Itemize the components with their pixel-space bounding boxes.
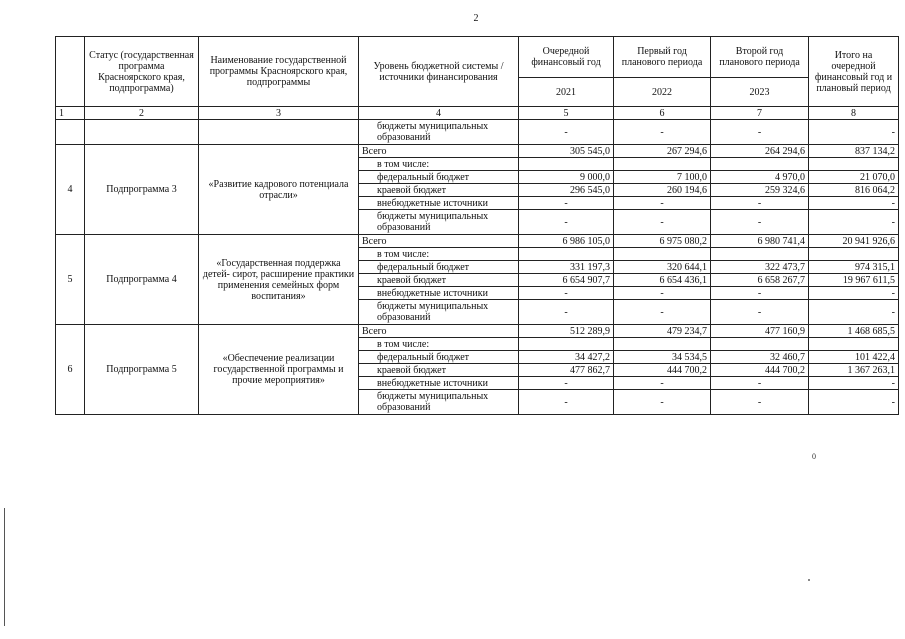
value-cell — [519, 338, 614, 351]
row-label: федеральный бюджет — [359, 171, 519, 184]
page-number: 2 — [473, 13, 479, 24]
value-cell: 259 324,6 — [711, 184, 809, 197]
table-row — [56, 145, 899, 158]
row-label: Всего — [359, 145, 519, 158]
column-index: 1 — [56, 107, 85, 120]
column-index: 5 — [519, 107, 614, 120]
row-number: 6 — [56, 325, 85, 415]
row-label: внебюджетные источники — [359, 197, 519, 210]
row-label: краевой бюджет — [359, 364, 519, 377]
value-cell: - — [519, 120, 614, 145]
value-cell: 296 545,0 — [519, 184, 614, 197]
value-cell — [809, 158, 899, 171]
value-cell: 34 534,5 — [614, 351, 711, 364]
header-year-2023: 2023 — [711, 78, 809, 107]
value-cell: - — [614, 300, 711, 325]
value-cell: - — [809, 197, 899, 210]
value-cell: 320 644,1 — [614, 261, 711, 274]
scan-speck — [808, 579, 810, 581]
column-index: 6 — [614, 107, 711, 120]
value-cell: 479 234,7 — [614, 325, 711, 338]
value-cell: - — [809, 120, 899, 145]
value-cell — [519, 158, 614, 171]
scan-edge-line — [4, 508, 5, 626]
row-label: внебюджетные источники — [359, 287, 519, 300]
value-cell: 477 862,7 — [519, 364, 614, 377]
value-cell: 260 194,6 — [614, 184, 711, 197]
value-cell: 264 294,6 — [711, 145, 809, 158]
value-cell: 6 654 907,7 — [519, 274, 614, 287]
header-first-plan-year: Первый год планового периода — [614, 37, 711, 78]
table-row — [56, 235, 899, 248]
subprogram-name: «Обеспечение реализации государственной программы и прочие мероприятия» — [199, 325, 359, 415]
value-cell: 6 975 080,2 — [614, 235, 711, 248]
value-cell — [809, 248, 899, 261]
value-cell: 6 654 436,1 — [614, 274, 711, 287]
value-cell: 34 427,2 — [519, 351, 614, 364]
row-label: Всего — [359, 325, 519, 338]
row-label: в том числе: — [359, 158, 519, 171]
value-cell: 1 367 263,1 — [809, 364, 899, 377]
value-cell: - — [519, 287, 614, 300]
empty-cell — [199, 120, 359, 145]
value-cell: 6 986 105,0 — [519, 235, 614, 248]
header-row — [56, 37, 899, 78]
value-cell: - — [519, 390, 614, 415]
row-number: 5 — [56, 235, 85, 325]
value-cell: 21 070,0 — [809, 171, 899, 184]
column-index: 3 — [199, 107, 359, 120]
table-row — [56, 325, 899, 338]
subprogram-name: «Государственная поддержка детей- сирот, расширение практики применения семейных форм воспитания» — [199, 235, 359, 325]
value-cell: - — [614, 210, 711, 235]
row-label: бюджеты муниципальных образований — [359, 120, 519, 145]
value-cell — [711, 158, 809, 171]
column-index-row — [56, 107, 899, 120]
header-current-year: Очередной финансовый год — [519, 37, 614, 78]
value-cell: 512 289,9 — [519, 325, 614, 338]
subprogram-status: Подпрограмма 5 — [85, 325, 199, 415]
value-cell: - — [711, 197, 809, 210]
header-year-2021: 2021 — [519, 78, 614, 107]
value-cell — [809, 338, 899, 351]
value-cell: 101 422,4 — [809, 351, 899, 364]
value-cell: 331 197,3 — [519, 261, 614, 274]
value-cell: 816 064,2 — [809, 184, 899, 197]
value-cell: - — [519, 377, 614, 390]
header-year-2022: 2022 — [614, 78, 711, 107]
column-index: 2 — [85, 107, 199, 120]
value-cell — [614, 248, 711, 261]
value-cell: - — [711, 210, 809, 235]
value-cell: 19 967 611,5 — [809, 274, 899, 287]
value-cell: - — [519, 300, 614, 325]
subprogram-status: Подпрограмма 3 — [85, 145, 199, 235]
value-cell: 444 700,2 — [614, 364, 711, 377]
row-label: внебюджетные источники — [359, 377, 519, 390]
value-cell: 444 700,2 — [711, 364, 809, 377]
header-total: Итого на очередной финансовый год и плановый период — [809, 37, 899, 107]
value-cell: 6 980 741,4 — [711, 235, 809, 248]
column-index: 4 — [359, 107, 519, 120]
empty-cell — [85, 120, 199, 145]
value-cell: - — [519, 197, 614, 210]
empty-cell — [56, 120, 85, 145]
value-cell: - — [809, 300, 899, 325]
value-cell: - — [711, 120, 809, 145]
value-cell: - — [711, 287, 809, 300]
row-label: федеральный бюджет — [359, 351, 519, 364]
column-index: 7 — [711, 107, 809, 120]
header-second-plan-year: Второй год планового периода — [711, 37, 809, 78]
value-cell: - — [614, 287, 711, 300]
value-cell — [614, 338, 711, 351]
header-program-name: Наименование государственной программы Красноярского края, подпрограммы — [199, 37, 359, 107]
value-cell: - — [614, 377, 711, 390]
value-cell: - — [711, 377, 809, 390]
value-cell: 32 460,7 — [711, 351, 809, 364]
row-label: краевой бюджет — [359, 184, 519, 197]
financing-table — [55, 36, 899, 415]
value-cell: 4 970,0 — [711, 171, 809, 184]
value-cell: 322 473,7 — [711, 261, 809, 274]
carryover-row — [56, 120, 899, 145]
footer-mark: 0 — [812, 452, 816, 461]
value-cell — [711, 338, 809, 351]
value-cell: 305 545,0 — [519, 145, 614, 158]
value-cell: - — [711, 390, 809, 415]
value-cell — [711, 248, 809, 261]
value-cell: 6 658 267,7 — [711, 274, 809, 287]
value-cell: - — [809, 287, 899, 300]
value-cell — [519, 248, 614, 261]
row-label: в том числе: — [359, 338, 519, 351]
row-label: бюджеты муниципальных образований — [359, 300, 519, 325]
header-status: Статус (государственная программа Красноярского края, подпрограмма) — [85, 37, 199, 107]
value-cell: - — [711, 300, 809, 325]
subprogram-status: Подпрограмма 4 — [85, 235, 199, 325]
value-cell: 837 134,2 — [809, 145, 899, 158]
value-cell: - — [809, 210, 899, 235]
header-cell-num — [56, 37, 85, 107]
value-cell: 477 160,9 — [711, 325, 809, 338]
row-label: бюджеты муниципальных образований — [359, 390, 519, 415]
value-cell: 7 100,0 — [614, 171, 711, 184]
value-cell: - — [614, 197, 711, 210]
row-label: краевой бюджет — [359, 274, 519, 287]
row-label: бюджеты муниципальных образований — [359, 210, 519, 235]
value-cell: - — [809, 377, 899, 390]
header-budget-level: Уровень бюджетной системы / источники финансирования — [359, 37, 519, 107]
value-cell: 1 468 685,5 — [809, 325, 899, 338]
value-cell — [614, 158, 711, 171]
column-index: 8 — [809, 107, 899, 120]
row-number: 4 — [56, 145, 85, 235]
value-cell: - — [519, 210, 614, 235]
value-cell: - — [614, 120, 711, 145]
value-cell: 9 000,0 — [519, 171, 614, 184]
row-label: Всего — [359, 235, 519, 248]
value-cell: 974 315,1 — [809, 261, 899, 274]
row-label: в том числе: — [359, 248, 519, 261]
value-cell: - — [809, 390, 899, 415]
value-cell: 267 294,6 — [614, 145, 711, 158]
row-label: федеральный бюджет — [359, 261, 519, 274]
value-cell: - — [614, 390, 711, 415]
subprogram-name: «Развитие кадрового потенциала отрасли» — [199, 145, 359, 235]
value-cell: 20 941 926,6 — [809, 235, 899, 248]
